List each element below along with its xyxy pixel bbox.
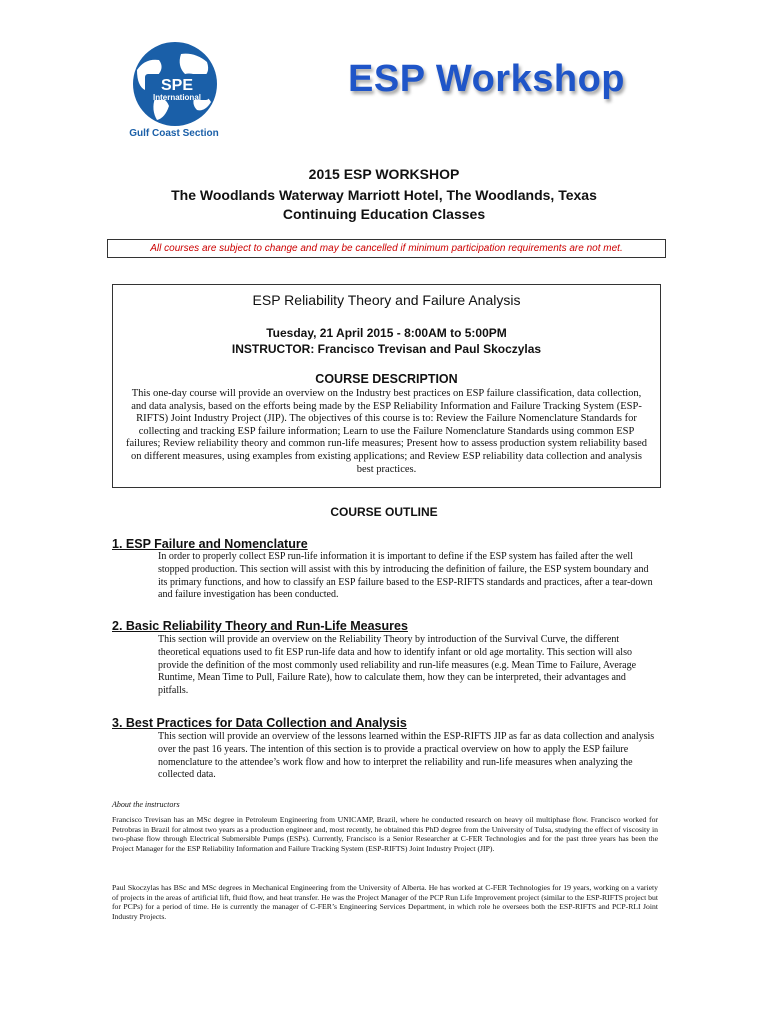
cancellation-notice: All courses are subject to change and may be cancelled if minimum participation requirements are not met. — [107, 239, 666, 258]
course-description: This one-day course will provide an overview on the Industry best practices on ESP failure classification, data collection, and data analysis, based on the efforts being made by the ESP Reliability Information and Failure Tracking System (ESP-RIFTS) Joint Industry Project (JIP). The objectives of this course is to: Review the Failure Nomenclature Standards for collecting and tracking ESP failure information; Learn to use the Failure Nomenclature Standards using common ESP failures; Review reliability theory and common run-life measures; Present how to assess production system reliability based on different measures, using examples from existing applications; and Review ESP reliability data collection and analysis best practices. — [125, 388, 648, 475]
course-instructor: INSTRUCTOR: Francisco Trevisan and Paul Skoczylas — [231, 342, 542, 356]
header-line-3: Continuing Education Classes — [282, 206, 486, 222]
header-line-1: 2015 ESP WORKSHOP — [308, 166, 460, 182]
logo-text-international: International — [152, 93, 202, 102]
section-title-3: 3. Best Practices for Data Collection and Analysis — [112, 716, 407, 730]
course-box — [112, 284, 661, 488]
header-line-2: The Woodlands Waterway Marriott Hotel, The Woodlands, Texas — [171, 187, 597, 203]
course-schedule — [113, 325, 660, 357]
bio-trevisan: Francisco Trevisan has an MSc degree in Petroleum Engineering from UNICAMP, Brazil, where he conducted research on heavy oil multiphase flow. Francisco worked for Petrobras in Brazil for almost two years as a production engineer and, most recently, he obtained this PhD degree from the University of Tulsa, studying the effect of viscosity in two-phase flow through Electrical Submersible Pumps (ESPs). Currently, Francisco is a Senior Researcher at C-FER Technologies and for the past three years has been the Project Manager for the ESP Reliability Information and Failure Tracking System (ESP-RIFTS) Joint Industry Project (JIP). — [112, 815, 658, 853]
section-title-1: 1. ESP Failure and Nomenclature — [112, 537, 308, 551]
section-body-1: In order to properly collect ESP run-life information it is important to define if the ESP system has failed after the well stopped production. This section will assist with this by introducing the definition of failure, the ESP system boundary and its primary functions, and how to classify an ESP failure based to the ESP-RIFTS standards and practices, after a tear-down and failure investigation has been conducted. — [158, 551, 653, 601]
course-outline-heading: COURSE OUTLINE — [330, 505, 438, 519]
section-body-3: This section will provide an overview of the lessons learned within the ESP-RIFTS JIP as far as data collection and analysis over the past 16 years. The intention of this section is to provide a practical overview on how to apply the ESP failure nomenclature to the attendee’s work flow and how to interpret the reliability and run-life measures when analyzing the collected data. — [158, 731, 655, 781]
section-title-2: 2. Basic Reliability Theory and Run-Life Measures — [112, 619, 408, 633]
section-body-2: This section will provide an overview on the Reliability Theory by introduction of the Survival Curve, the different theoretical equations used to fit ESP run-life data and how to identify infant or old age mortality. This section will also provide the definition of the most commonly used reliability and run-life measures (e.g. Mean Time to Failure, Average Runtime, Mean Time to Pull, Failure Rate), how to calculate them, how they can be interpreted, their advantages and pitfalls. — [158, 634, 637, 697]
logo-caption: Gulf Coast Section — [129, 128, 219, 139]
about-instructors-heading: About the instructors — [112, 800, 180, 809]
course-date: Tuesday, 21 April 2015 - 8:00AM to 5:00PM — [266, 326, 507, 340]
course-description-heading: COURSE DESCRIPTION — [315, 372, 458, 386]
course-title: ESP Reliability Theory and Failure Analysis — [252, 292, 521, 308]
logo-text-spe: SPE — [160, 77, 194, 94]
bio-skoczylas: Paul Skoczylas has BSc and MSc degrees in Mechanical Engineering from the University of Alberta. He has worked at C-FER Technologies for 19 years, working on a variety of projects in the areas of artificial lift, fluid flow, and heat transfer. He was the Project Manager of the PCP Run Life Improvement project (similar to the ESP-RIFTS project but for PCPs) for a period of time. He is currently the manager of C-FER’s Engineering Services Department, in which role he oversees both the ESP-RIFTS and PCP-RLI Joint Industry Projects. — [112, 883, 658, 921]
workshop-banner: ESP Workshop — [348, 58, 625, 100]
